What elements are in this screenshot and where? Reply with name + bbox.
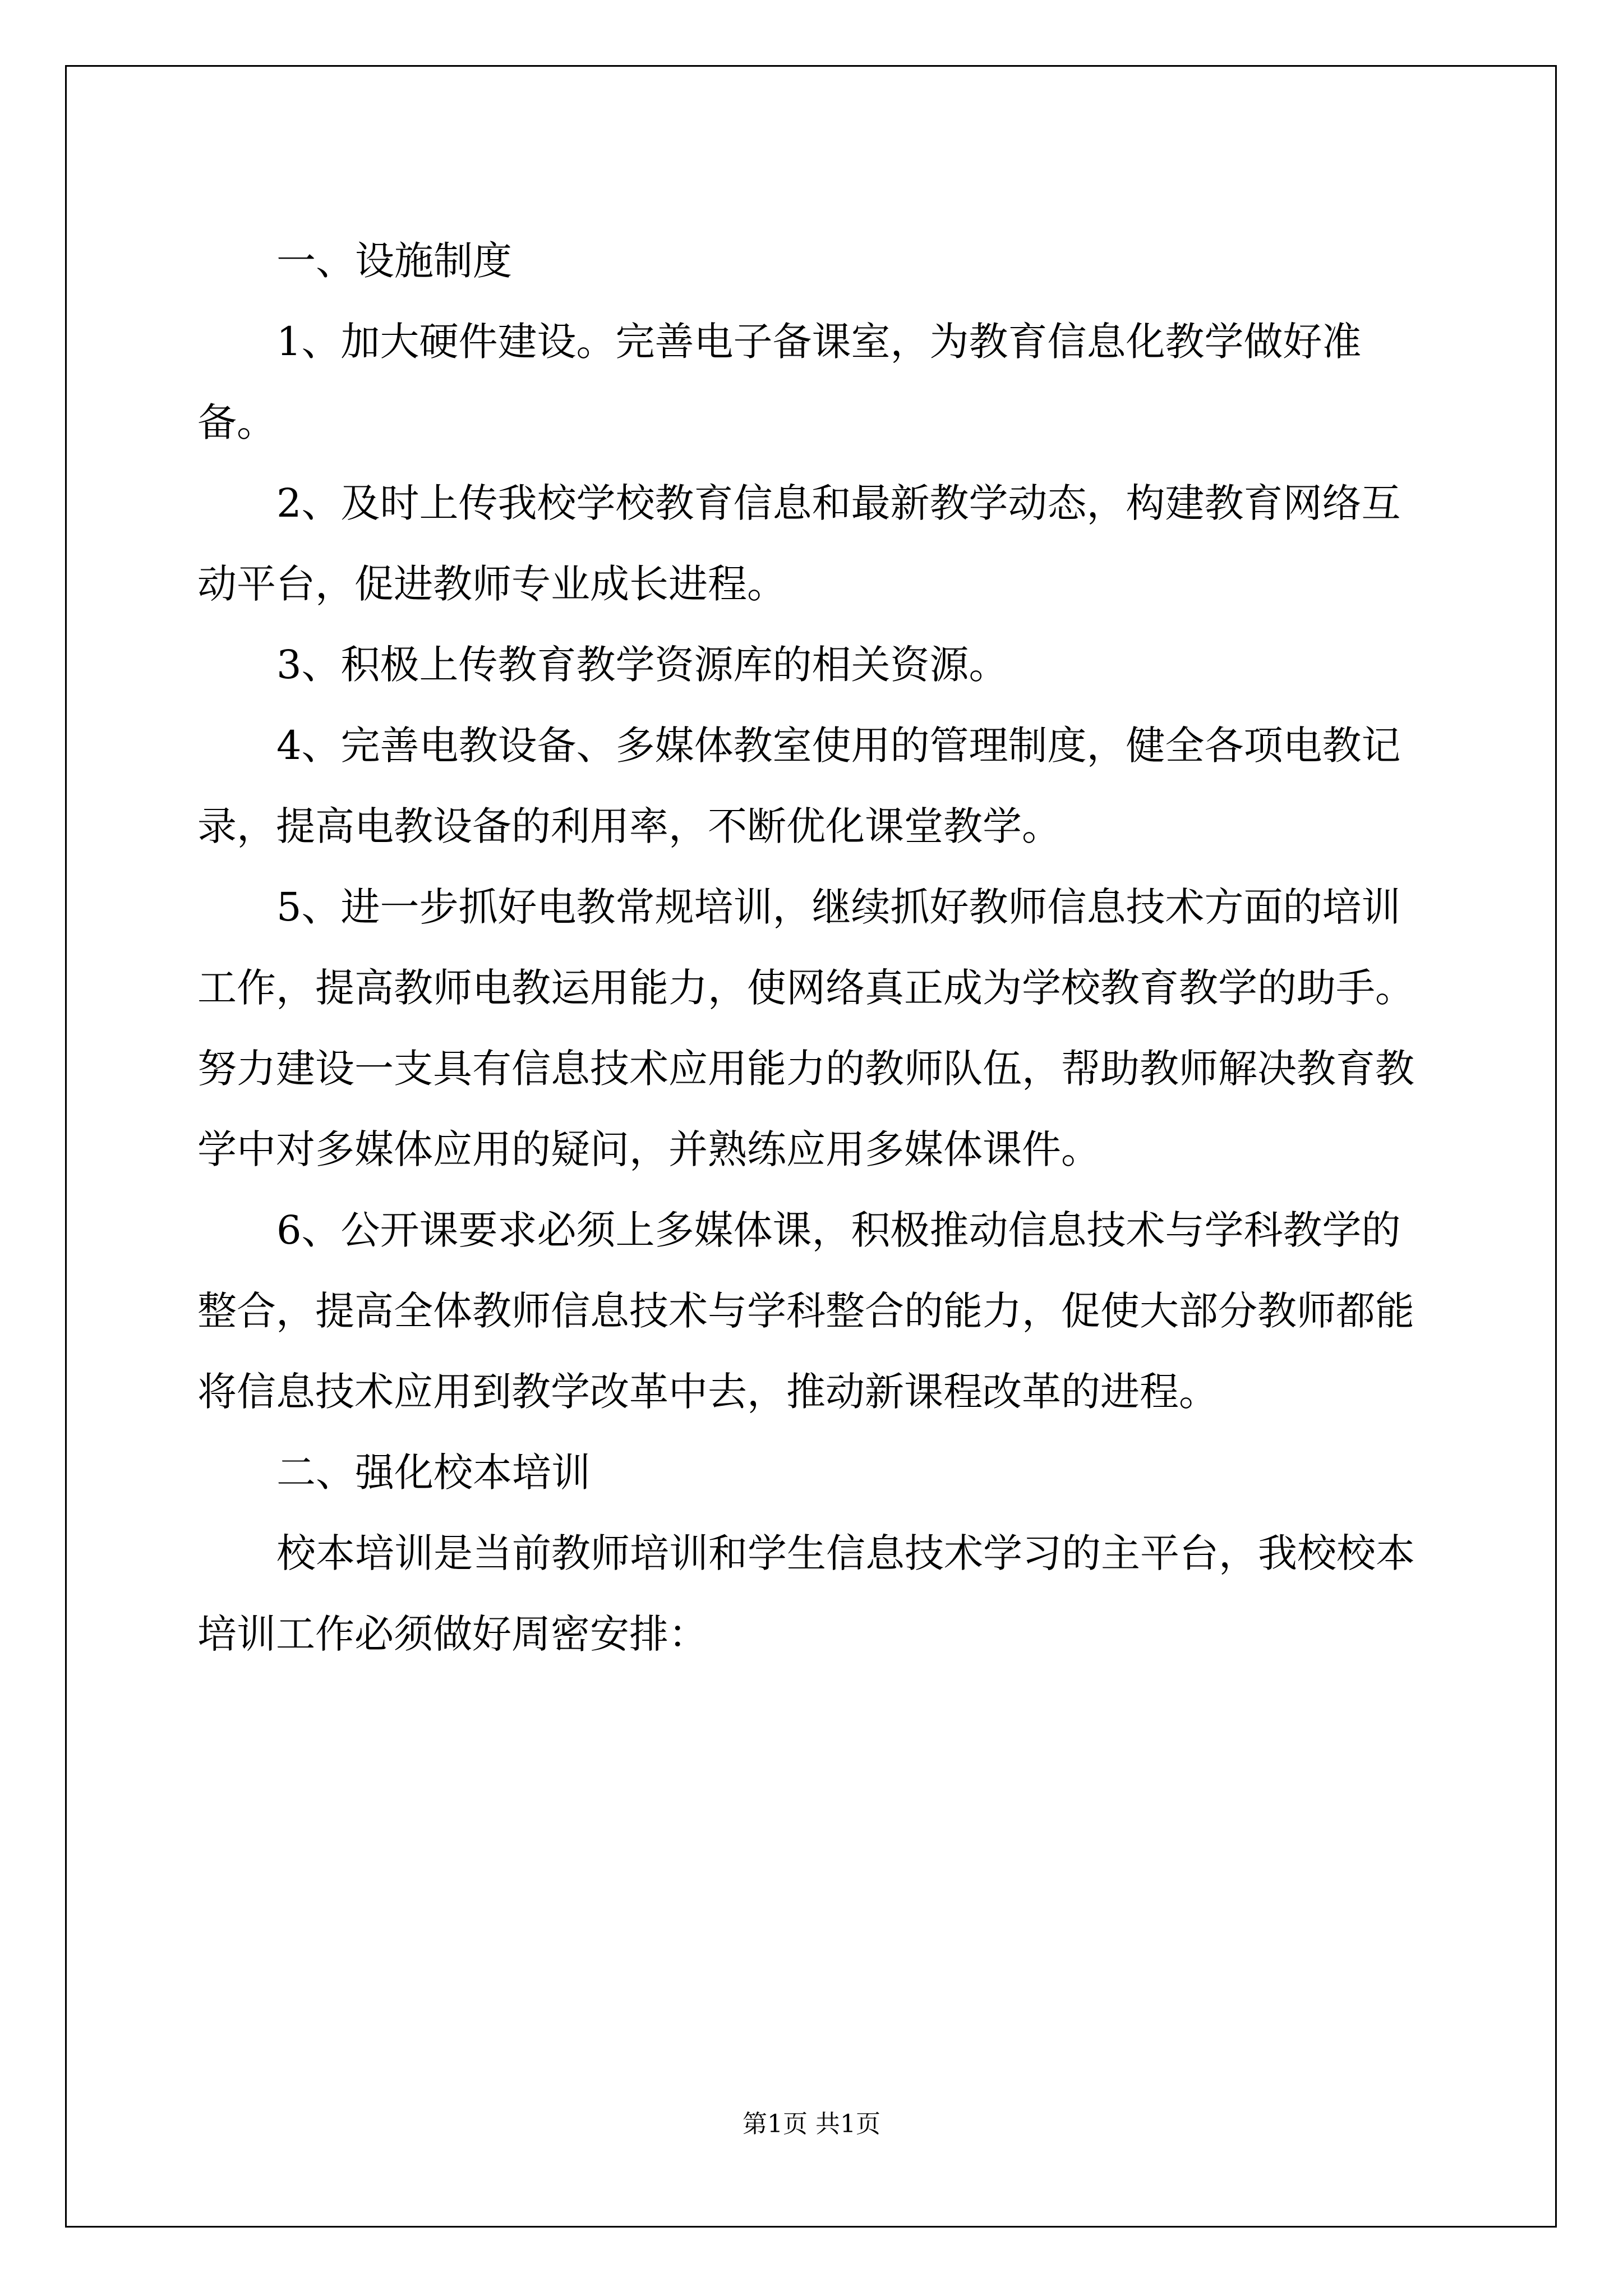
- paragraph-item-3: 3、积极上传教育教学资源库的相关资源。: [276, 642, 1008, 688]
- paragraph-item-6: 6、公开课要求必须上多媒体课，积极推动信息技术与学科教学的整合，提高全体教师信息技术与学科整合的能力，促使大部分教师都能将信息技术应用到教学改革中去，推动新课程改革的进程。: [197, 1207, 1414, 1415]
- page-footer: 第1页 共1页: [743, 2110, 880, 2138]
- paragraph-training-intro: 校本培训是当前教师培训和学生信息技术学习的主平台，我校校本培训工作必须做好周密安排：: [197, 1530, 1415, 1657]
- paragraph-item-5: 5、进一步抓好电教常规培训，继续抓好教师信息技术方面的培训工作，提高教师电教运用能力，使网络真正成为学校教育教学的助手。努力建设一支具有信息技术应用能力的教师队伍，帮助教师解决教育教学中对多媒体应用的疑问，并熟练应用多媒体课件。: [197, 884, 1414, 1172]
- document-body: [197, 220, 1431, 1674]
- section-heading-facilities: 一、设施制度: [276, 238, 512, 284]
- paragraph-item-2: 2、及时上传我校学校教育信息和最新教学动态，构建教育网络互动平台，促进教师专业成长进程。: [197, 480, 1401, 607]
- section-heading-training: 二、强化校本培训: [276, 1450, 591, 1496]
- paragraph-item-4: 4、完善电教设备、多媒体教室使用的管理制度，健全各项电教记录，提高电教设备的利用率，不断优化课堂教学。: [197, 723, 1401, 849]
- paragraph-item-1: 1、加大硬件建设。完善电子备课室，为教育信息化教学做好准备。: [197, 319, 1362, 445]
